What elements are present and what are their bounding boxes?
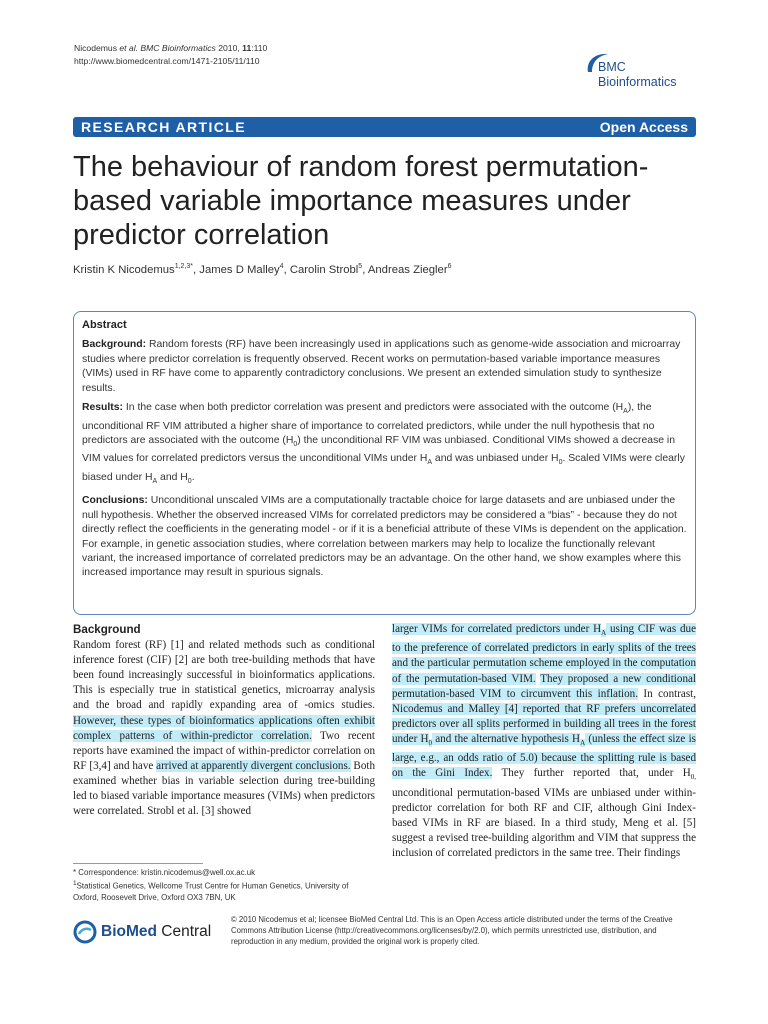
author-list: Kristin K Nicodemus$^{1,2,3*}$, James D Malley$^4$, Carolin Strobl$^5$, Andreas Ziegler$^6$ xyxy=(73,263,452,276)
footnote-divider xyxy=(73,863,203,864)
abstract-conclusions-text: Unconditional unscaled VIMs are a computationally tractable choice for large datasets and are unbiased under the null hypothesis. Whether the observed increased VIMs for correlated predictors may be considered a “bias” - because they do not directly reflect the coefficients in the generating model - or if it is a beneficial attribute of these VIMs is dependent on the application. For example, in genetic association studies, where correlation between markers may help to localize the functionally relevant variant, the increased importance of correlated predictors may be an advantage. On the other hand, we show examples where this increased importance may result in spurious signals. xyxy=(82,495,687,579)
abstract-conclusions xyxy=(82,494,687,580)
abstract-background-label: Background: xyxy=(82,339,147,351)
section-heading-background: Background xyxy=(73,623,141,636)
subscript: 0 xyxy=(558,459,563,467)
abstract-results-label: Results: xyxy=(82,402,123,414)
citation-prefix: Nicodemus xyxy=(74,43,120,53)
subscript: A xyxy=(427,459,433,467)
body-column-right xyxy=(392,622,696,861)
abstract-results-text: ), the unconditional RF VIM attributed a higher share of importance to correlated predictors, while under the null hypothesis that no predictors are associated with the outcome (H xyxy=(82,402,655,446)
publisher-logo xyxy=(73,920,223,950)
abstract-results-text: ) the unconditional RF VIM was unbiased. Conditional VIMs showed a decrease in VIM values for correlated predictors versus the unconditional VIMs under H xyxy=(82,434,676,465)
publisher-name-bold: BioMed xyxy=(101,923,157,940)
abstract-results xyxy=(82,401,687,489)
subscript: A xyxy=(623,408,628,416)
abstract-results-text: . Scaled VIMs were clearly biased under H xyxy=(82,453,685,483)
subscript: 0 xyxy=(428,739,433,748)
author-name: James D Malley xyxy=(199,263,280,276)
subscript: 0, xyxy=(690,773,696,782)
citation-etal-journal: et al. BMC Bioinformatics xyxy=(119,43,216,53)
citation-volume: 11 xyxy=(242,43,252,53)
citation-year: 2010, xyxy=(215,43,243,53)
journal-logo-line2: Bioinformatics xyxy=(598,75,677,89)
abstract-results-text: and H xyxy=(157,471,188,483)
body-text: Both examined whether bias in variable selection during tree-building led to biased variable importance measures (VIMs) when predictors were correlated. Strobl et al. [3] showed xyxy=(73,759,375,818)
body-text: Random forest (RF) [1] and related methods such as conditional inference forest (CIF) [2] are both tree-building methods that have been found increasingly successful in bioinformatics applications. This is especially true in statistical genetics, microarray analysis and the broad and rapidly expanding area of -omics studies. xyxy=(73,639,375,712)
affiliation-number: 1 xyxy=(73,880,77,888)
abstract-background-text: Random forests (RF) have been increasingly used in applications such as genome-wide association and microarray studies where predictor correlation is frequently observed. Recent works on permutation-based variable importance measures (VIMs) used in RF have come to apparently contradictory conclusions. We present an extended simulation study to synthesize results. xyxy=(82,339,681,394)
biomed-central-circle-icon xyxy=(73,920,97,944)
article-url[interactable]: http://www.biomedcentral.com/1471-2105/11/110 xyxy=(74,56,260,66)
author-affiliation: 5 xyxy=(358,263,363,270)
license-text: © 2010 Nicodemus et al; licensee BioMed Central Ltd. This is an Open Access article distributed under the terms of the Creative Commons Attribution License (http://creativecommons.org/licenses/by/2.0), which permits unrestricted use, distribution, and reproduction in any medium, provided the original work is properly cited. xyxy=(231,915,673,947)
author-affiliation: 4 xyxy=(279,263,284,270)
open-access-label: Open Access xyxy=(599,119,688,135)
highlighted-text: using CIF was due to the preference of correlated predictors in early splits of the trees and the particular permutation scheme employed in the computation of the permutation-based VIM. xyxy=(392,623,696,685)
body-text: In contrast, xyxy=(638,687,696,700)
highlighted-text: larger VIMs for correlated predictors under H xyxy=(392,623,602,635)
subscript: A xyxy=(580,739,586,748)
affiliation-note xyxy=(73,878,375,903)
subscript: 0 xyxy=(187,477,192,485)
highlighted-text: Nicodemus and Malley [4] reported that RF prefers uncorrelated predictors over all splits performed in building all trees in the forest under H xyxy=(392,702,696,745)
abstract-heading: Abstract xyxy=(82,319,127,331)
highlighted-text: (unless the effect size is large, e.g., an odds ratio of 5.0) because the splitting rule is based on the Gini Index. xyxy=(392,732,696,780)
citation-header xyxy=(74,42,267,68)
publisher-name xyxy=(101,923,211,941)
abstract-background xyxy=(82,338,687,396)
author-affiliation: 1,2,3* xyxy=(174,263,194,270)
author-affiliation: 6 xyxy=(447,263,452,270)
footnotes xyxy=(73,867,375,904)
highlighted-text: arrived at apparently divergent conclusions. xyxy=(156,759,351,772)
publisher-name-normal: Central xyxy=(156,923,212,940)
body-text: unconditional permutation-based VIMs are unbiased under within-predictor correlation for both RF and CIF, although Gini Index-based VIMs in RF are biased. In a third study, Meng et al. [5] suggest a revised tree-building algorithm and VIM that suppress the inclusion of correlated predictors in the same tree. Their findings xyxy=(392,786,696,859)
highlighted-text: They proposed a new conditional permutation-based VIM to circumvent this inflation. xyxy=(392,672,696,700)
article-type-label: RESEARCH ARTICLE xyxy=(81,119,246,135)
author-name: Carolin Strobl xyxy=(289,263,359,276)
affiliation-text: Statistical Genetics, Wellcome Trust Centre for Human Genetics, University of Oxford, Roosevelt Drive, Oxford OX3 7BN, UK xyxy=(73,882,349,903)
citation-article: :110 xyxy=(251,43,268,53)
subscript: 0 xyxy=(293,441,298,448)
author-name: Kristin K Nicodemus xyxy=(73,263,175,276)
highlighted-text: However, these types of bioinformatics applications often exhibit complex patterns of within-predictor correlation. xyxy=(73,714,375,742)
body-text: Two recent reports have examined the impact of within-predictor correlation on RF [3,4] and have xyxy=(73,729,375,772)
abstract-box xyxy=(73,311,696,615)
journal-logo-line1: BMC xyxy=(598,60,626,74)
body-text: They further reported that, under H xyxy=(492,767,691,780)
article-type-banner xyxy=(73,117,696,137)
subscript: A xyxy=(601,629,607,638)
abstract-results-text: and was unbiased under H xyxy=(432,453,559,465)
journal-logo xyxy=(584,46,704,106)
author-name: Andreas Ziegler xyxy=(367,263,448,276)
body-column-left xyxy=(73,622,375,819)
abstract-results-text: In the case when both predictor correlation was present and predictors were associated with the outcome (H xyxy=(125,402,624,414)
correspondence-note[interactable]: * Correspondence: kristin.nicodemus@well.ox.ac.uk xyxy=(73,868,256,877)
paper-title: The behaviour of random forest permutation-based variable importance measures under predictor correlation xyxy=(73,151,649,251)
highlighted-text: and the alternative hypothesis H xyxy=(432,732,581,745)
abstract-results-text: . xyxy=(191,471,195,483)
subscript: A xyxy=(152,477,158,485)
abstract-conclusions-label: Conclusions: xyxy=(82,495,148,507)
